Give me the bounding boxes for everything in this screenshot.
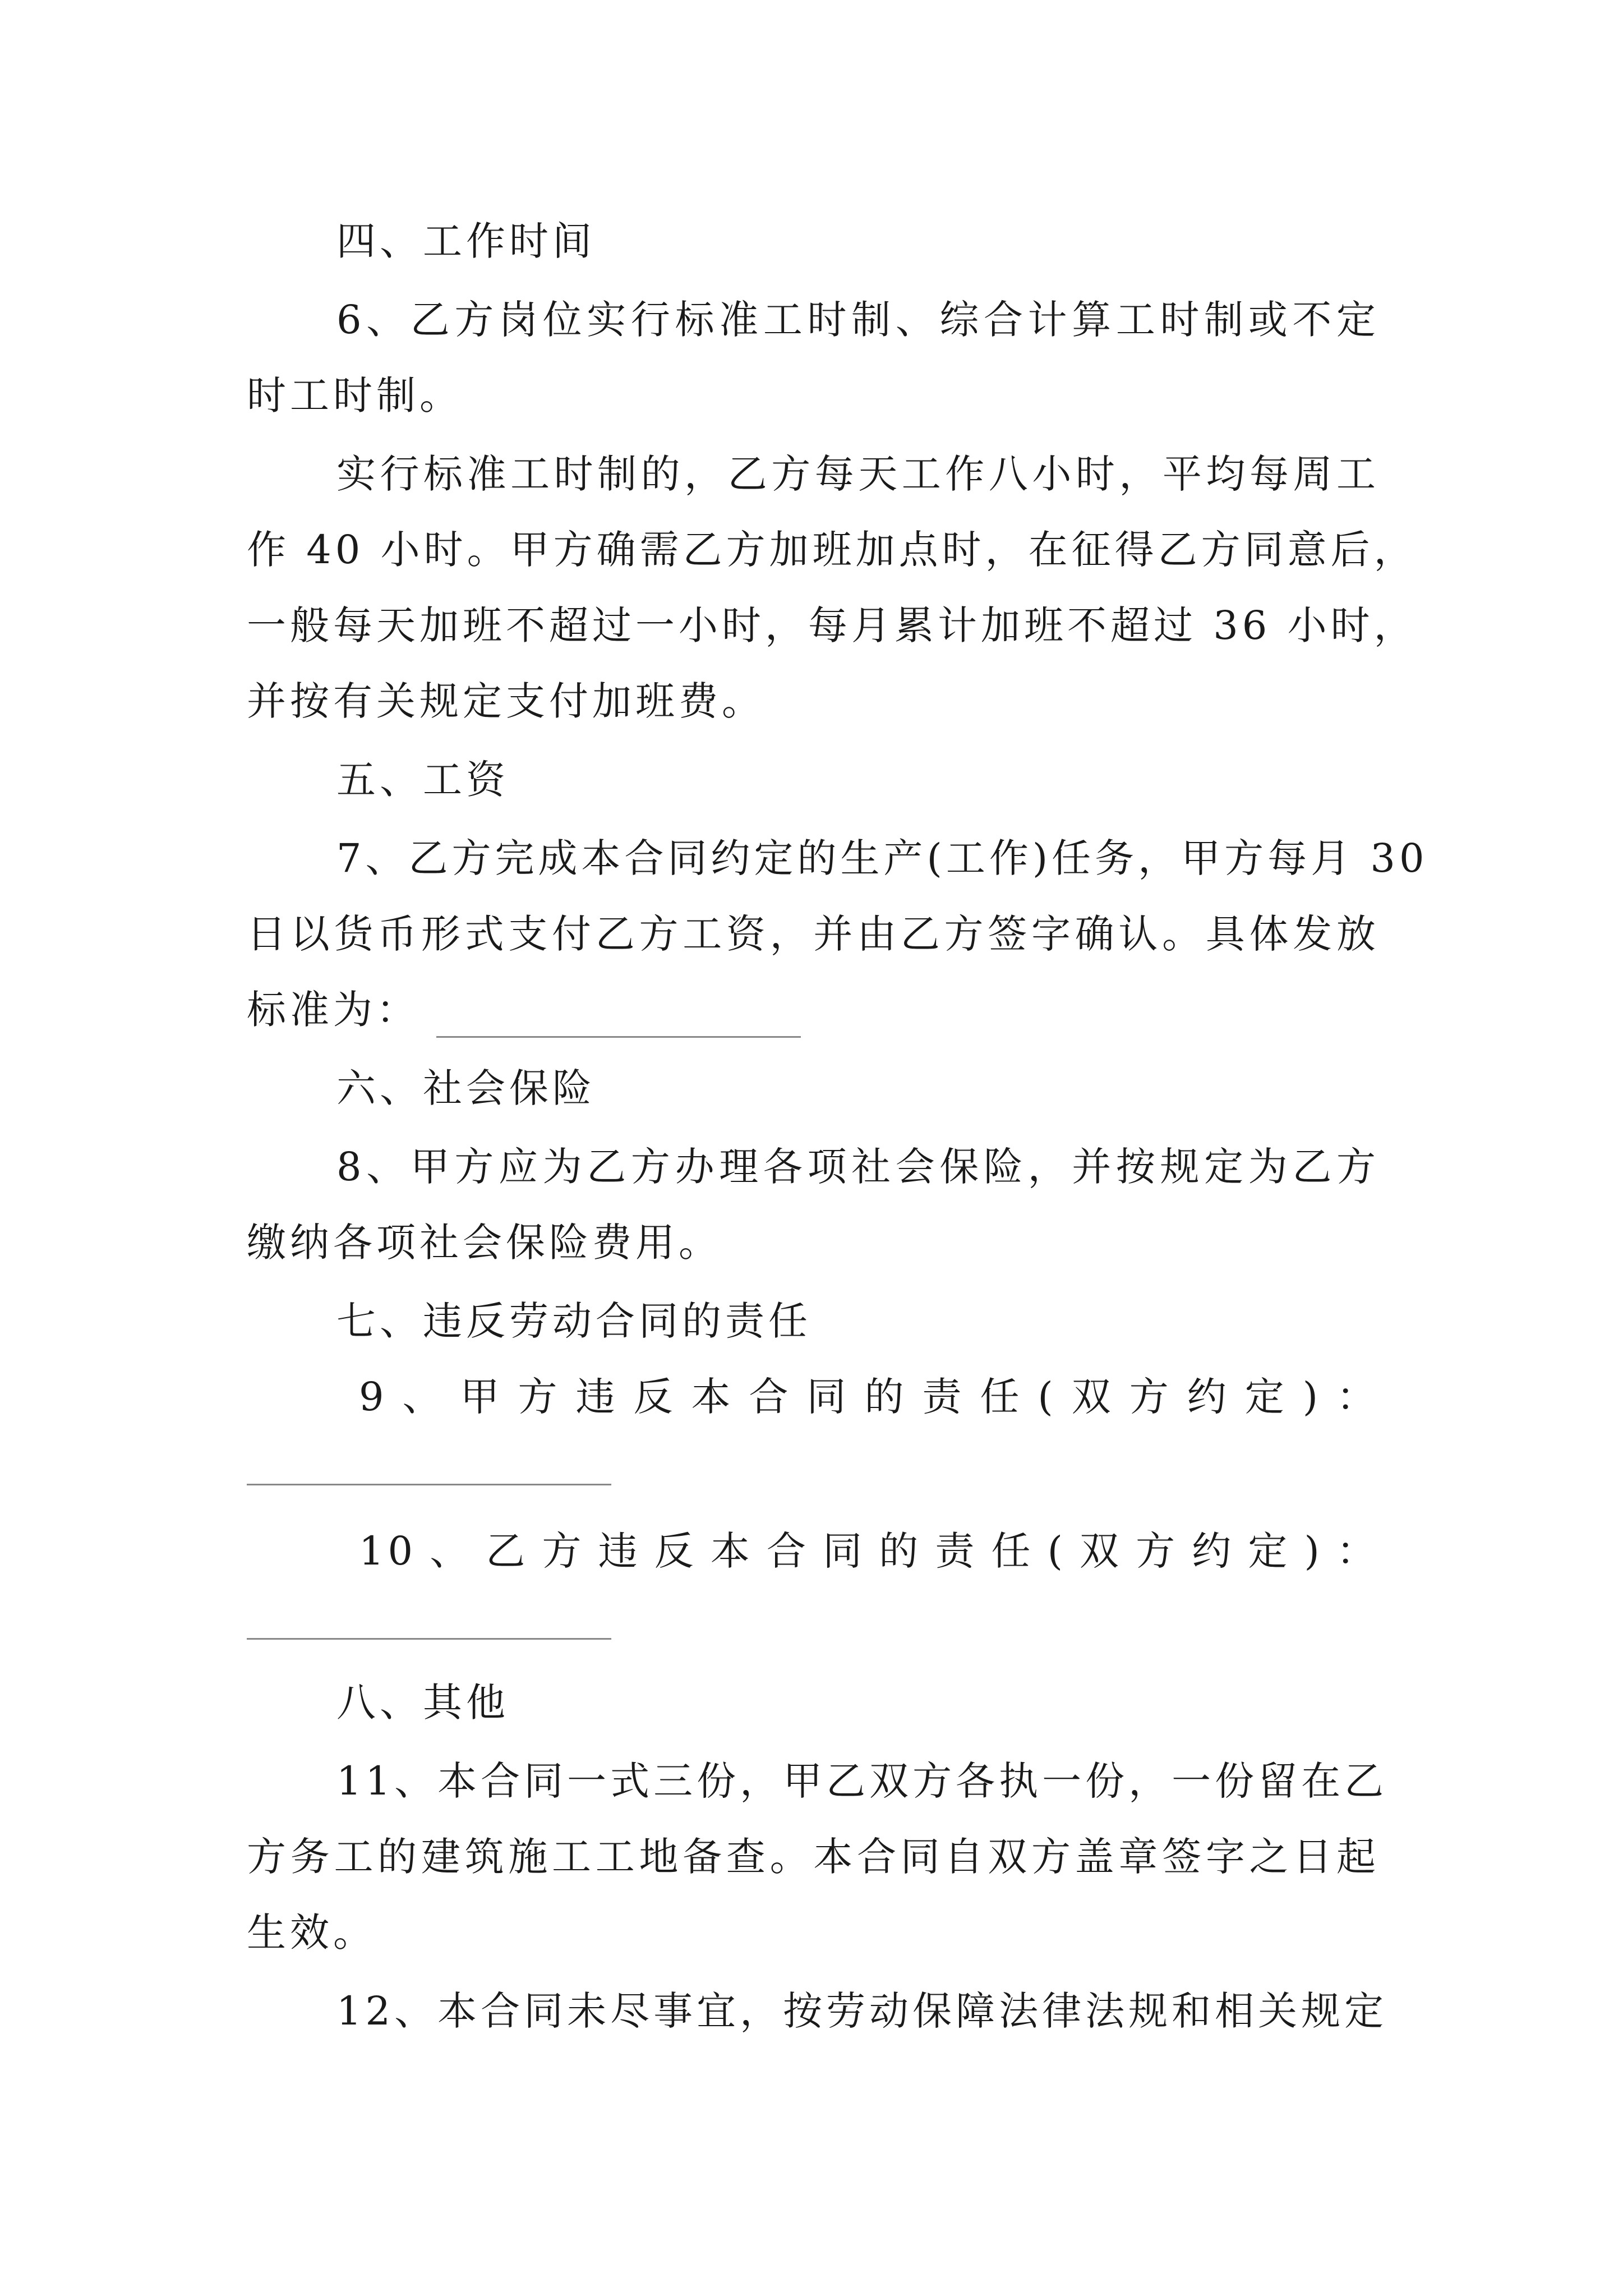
clause-11-line-3: 生效。 — [247, 1910, 376, 1955]
clause-8-line-2: 缴纳各项社会保险费用。 — [247, 1220, 722, 1266]
section-heading-wages: 五、工资 — [336, 757, 509, 803]
clause-9-blank — [247, 1484, 611, 1485]
clause-11-line-2: 方务工的建筑施工工地备查。本合同自双方盖章签字之日起 — [247, 1834, 1380, 1880]
clause-6b-line-2: 作 40 小时。甲方确需乙方加班加点时，在征得乙方同意后， — [247, 527, 1417, 573]
clause-7-line-1: 7、乙方完成本合同约定的生产(工作)任务，甲方每月 30 — [336, 835, 1428, 881]
clause-11-line-1: 11、本合同一式三份，甲乙双方各执一份，一份留在乙 — [336, 1758, 1388, 1804]
clause-9: 9、甲方违反本合同的责任(双方约定)： — [359, 1374, 1380, 1420]
clause-6-line-1: 6、乙方岗位实行标准工时制、综合计算工时制或不定 — [336, 297, 1380, 343]
clause-8-line-1: 8、甲方应为乙方办理各项社会保险，并按规定为乙方 — [336, 1144, 1380, 1190]
section-heading-working-hours: 四、工作时间 — [336, 218, 596, 264]
section-heading-other: 八、其他 — [336, 1680, 509, 1726]
clause-6-line-2: 时工时制。 — [247, 372, 463, 418]
wage-standard-blank — [436, 1002, 801, 1038]
section-heading-social-insurance: 六、社会保险 — [336, 1065, 596, 1111]
clause-6b-line-4: 并按有关规定支付加班费。 — [247, 678, 765, 724]
clause-10-blank — [247, 1638, 611, 1640]
clause-7-line-2: 日以货币形式支付乙方工资，并由乙方签字确认。具体发放 — [247, 911, 1380, 957]
clause-7-line-3 — [247, 982, 1380, 1038]
clause-6b-line-3: 一般每天加班不超过一小时，每月累计加班不超过 36 小时， — [247, 602, 1417, 648]
clause-7-label: 标准为： — [247, 987, 419, 1033]
clause-12-line-1: 12、本合同未尽事宜，按劳动保障法律法规和相关规定 — [336, 1988, 1388, 2034]
clause-10: 10、乙方违反本合同的责任(双方约定)： — [359, 1528, 1380, 1574]
clause-6b-line-1: 实行标准工时制的，乙方每天工作八小时，平均每周工 — [336, 451, 1380, 497]
section-heading-liability: 七、违反劳动合同的责任 — [336, 1298, 811, 1344]
